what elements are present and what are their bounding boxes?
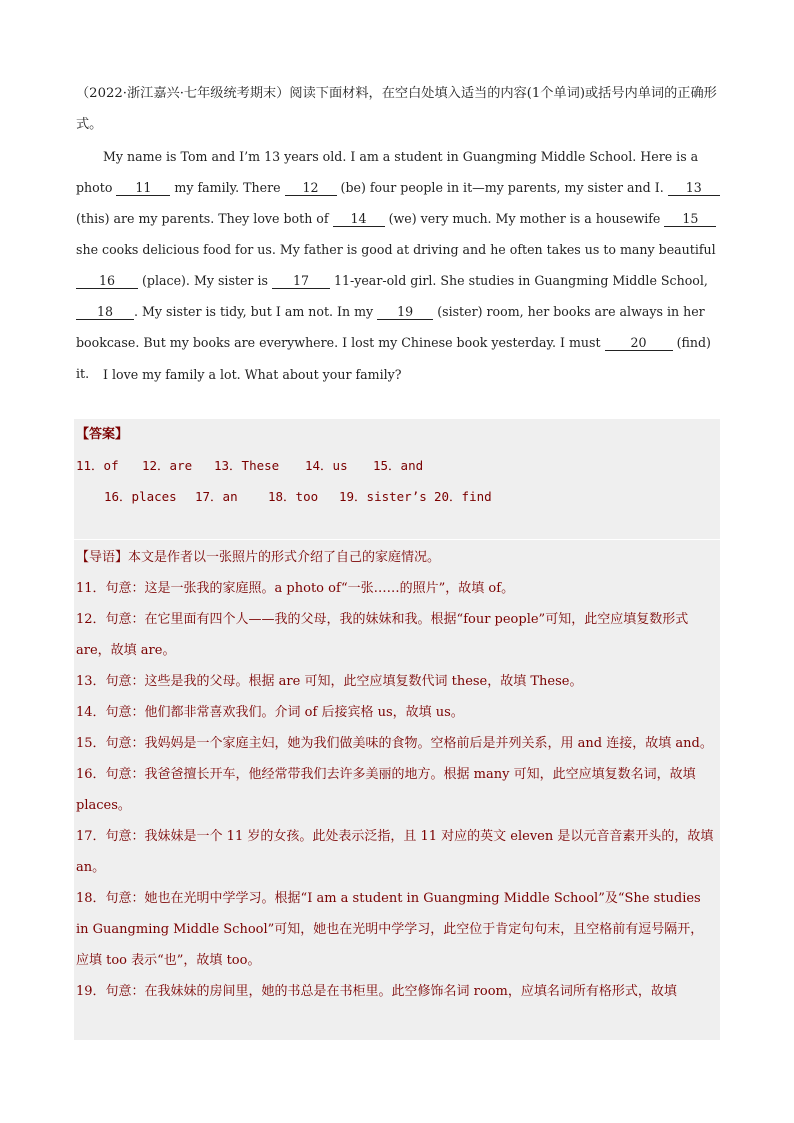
answer-item: 19．sister’s xyxy=(339,489,427,504)
blank-14: 14 xyxy=(333,212,385,227)
blank-15: 15 xyxy=(664,212,716,227)
passage-text: 11-year-old girl. She studies in Guangming Middle School, xyxy=(329,273,708,288)
explanation-item: 18．句意：她也在光明中学学习。根据“I am a student in Guangming Middle School”及“She studies in Guangming Middle School”可知，她也在光明中学学习，此空位于肯定句句末，且空格前有逗号隔开，应填 too 表示“也”，故填 too。 xyxy=(76,891,704,968)
passage-text: (be) four people in it—my parents, my sister and I. xyxy=(336,180,668,195)
answer-item: 11．of xyxy=(76,458,119,473)
question-intro: （2022·浙江嘉兴·七年级统考期末）阅读下面材料，在空白处填入适当的内容(1个单词)或括号内单词的正确形式。 xyxy=(76,86,717,132)
answer-item: 14．us xyxy=(305,458,348,473)
answer-item: 18．too xyxy=(268,489,319,504)
explanation-item: 15．句意：我妈妈是一个家庭主妇，她为我们做美味的食物。空格前后是并列关系，用 and 连接，故填 and。 xyxy=(76,736,713,751)
answer-item: 12．are xyxy=(142,458,193,473)
answer-item: 16．places xyxy=(104,489,177,504)
passage-text: My name is Tom and I’m 13 years old. I am a student in Guangming Middle School. Here is a photo xyxy=(76,149,699,195)
blank-18: 18 xyxy=(76,305,134,320)
answer-row xyxy=(76,456,423,476)
blank-13: 13 xyxy=(668,181,720,196)
passage-text: my family. There xyxy=(170,180,285,195)
answer-box xyxy=(74,419,720,539)
blank-20: 20 xyxy=(605,336,673,351)
passage-text: (we) very much. My mother is a housewife xyxy=(384,211,665,226)
passage-text: (this) are my parents. They love both of xyxy=(76,211,333,226)
blank-12: 12 xyxy=(285,181,337,196)
explanation-item: 13．句意：这些是我的父母。根据 are 可知，此空应填复数代词 these，故填 These。 xyxy=(76,674,583,689)
explanation-item: 19．句意：在我妹妹的房间里，她的书总是在书柜里。此空修饰名词 room，应填名词所有格形式，故填 xyxy=(76,984,677,999)
passage-paragraph xyxy=(76,141,726,389)
passage-text: (find) it. xyxy=(76,335,711,381)
explanation-item: 16．句意：我爸爸擅长开车，他经常带我们去许多美丽的地方。根据 many 可知，此空应填复数名词，故填 places。 xyxy=(76,767,696,813)
blank-16: 16 xyxy=(76,274,138,289)
answer-heading: 【答案】 xyxy=(76,427,129,442)
passage-text: she cooks delicious food for us. My father is good at driving and he often takes us to many beautiful xyxy=(76,242,716,257)
passage-text: (place). My sister is xyxy=(138,273,272,288)
answer-item: 13．These xyxy=(214,458,280,473)
answer-item: 15．and xyxy=(373,458,424,473)
explanation-item: 17．句意：我妹妹是一个 11 岁的女孩。此处表示泛指，且 11 对应的英文 eleven 是以元音音素开头的，故填 an。 xyxy=(76,829,714,875)
blank-19: 19 xyxy=(377,305,433,320)
passage-text: (sister) room, her books are always in her bookcase. But my books are everywhere. I lost my Chinese book yesterday. I must xyxy=(76,304,705,350)
blank-11: 11 xyxy=(116,181,170,196)
answer-row xyxy=(104,487,492,507)
explanation-item: 11．句意：这是一张我的家庭照。a photo of“一张……的照片”，故填 of。 xyxy=(76,581,515,596)
blank-17: 17 xyxy=(272,274,330,289)
closing-text: I love my family a lot. What about your family? xyxy=(103,367,402,382)
explanation-item: 12．句意：在它里面有四个人——我的父母，我的妹妹和我。根据“four people”可知，此空应填复数形式 are，故填 are。 xyxy=(76,612,689,658)
explanation-item: 14．句意：他们都非常喜欢我们。介词 of 后接宾格 us，故填 us。 xyxy=(76,705,464,720)
passage-closing xyxy=(76,359,726,390)
explanation-intro: 【导语】本文是作者以一张照片的形式介绍了自己的家庭情况。 xyxy=(76,550,441,565)
answer-item: 17．an xyxy=(195,489,238,504)
passage-text: . My sister is tidy, but I am not. In my xyxy=(134,304,378,319)
explanations xyxy=(76,542,716,1007)
answer-item: 20．find xyxy=(434,489,492,504)
